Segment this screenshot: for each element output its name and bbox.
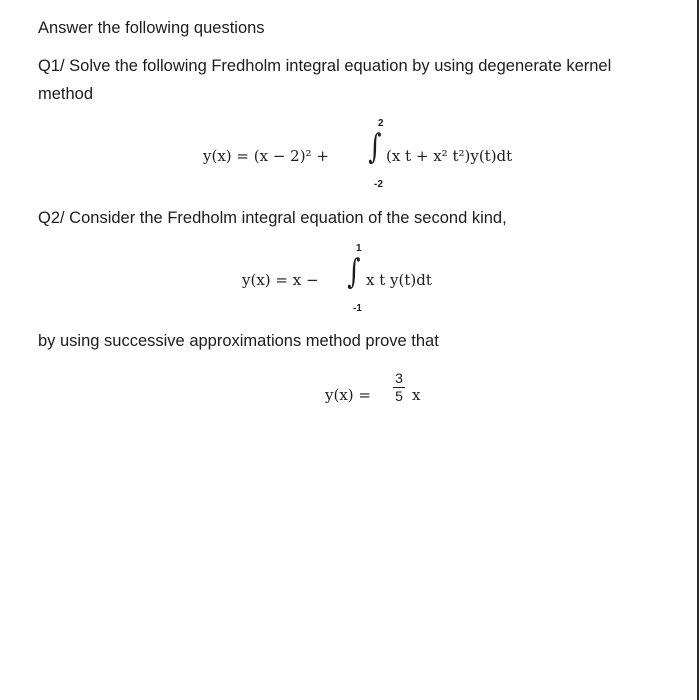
q2-integral-upper-limit: 1: [356, 243, 362, 254]
fraction-numerator: 3: [395, 370, 403, 386]
page-heading: Answer the following questions: [38, 19, 265, 37]
q1-text-line-2: method: [38, 85, 94, 103]
q2-text-line-2: by using successive approximations method prove that: [38, 332, 439, 350]
fraction: [392, 371, 406, 404]
integral-sign: ∫: [368, 127, 382, 167]
q2-result-lhs: y(x) =: [325, 386, 371, 404]
q2-equation-lhs: y(x) = x −: [242, 271, 319, 289]
q2-integral-lower-limit: -1: [353, 303, 362, 314]
fraction-denominator: 5: [395, 388, 403, 404]
q1-equation-integrand: (x t + x² t²)y(t)dt: [386, 147, 513, 165]
integral-sign: ∫: [347, 252, 361, 292]
q1-text-line-1: Q1/ Solve the following Fredholm integral equation by using degenerate kernel: [38, 57, 612, 75]
q2-text-line-1: Q2/ Consider the Fredholm integral equation of the second kind,: [38, 209, 507, 227]
q2-result-rhs: x: [412, 386, 421, 404]
q1-integral-lower-limit: -2: [374, 179, 383, 190]
q1-equation-lhs: y(x) = (x − 2)² +: [203, 147, 329, 165]
q2-equation-integrand: x t y(t)dt: [366, 271, 432, 289]
q1-integral-upper-limit: 2: [378, 118, 384, 129]
